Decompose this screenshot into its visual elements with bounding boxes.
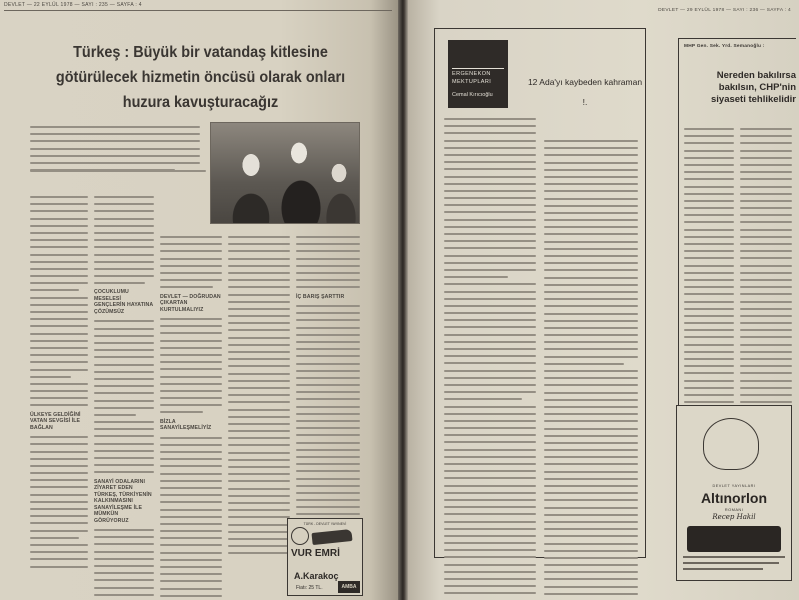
ad-distributor: AMBA [338, 581, 360, 593]
ad-altin-author: Recep Hakil [712, 513, 756, 521]
subhead-1: ÇOCUKLUMU MESELESİ GENÇLERİN HAYATINA ÇÖZÜMSÜZ [94, 289, 154, 315]
book-ad-vur-emri [287, 518, 363, 596]
side-article-headline: Nereden bakılırsa bakılsın, CHP'nin siyaseti tehlikelidir [710, 70, 796, 105]
column-author: Cemal Kırıcıoğlu [452, 92, 493, 98]
ad-altin-caption: DEVLET YAYINLARI [712, 484, 756, 488]
subhead-9: ÜLKEYE GELDİĞİNİ VATAN SEVGİSİ İLE BAĞLAN [30, 411, 81, 431]
publisher-badge-icon [291, 527, 309, 545]
side-column-1 [684, 128, 734, 423]
emblem-icon [703, 418, 759, 470]
left-headline: Türkeş : Büyük bir vatandaş kitlesine götürülecek hizmetin öncüsü olarak onları huzura kavuşturacağız [55, 44, 346, 111]
left-page [0, 0, 398, 600]
article-column-5 [296, 236, 360, 535]
ad-book-title: VUR EMRİ [291, 548, 340, 559]
page-gutter [398, 0, 408, 600]
book-ad-altinorlon [676, 405, 792, 581]
article-column-3 [160, 236, 222, 600]
side-column-2 [740, 128, 792, 423]
ad-altin-sub: ROMANI [724, 507, 744, 512]
news-photo [210, 122, 360, 224]
article-column-4 [228, 236, 290, 559]
pistol-icon [311, 529, 352, 545]
subhead-4: İÇ BARIŞ ŞARTTIR [296, 293, 345, 300]
ad-book-author: A.Karakoç [294, 571, 339, 581]
right-column-2 [544, 140, 638, 600]
subhead-3: DEVLET — DOĞRUDAN ÇIKARTAN KURTULMALIYIZ [160, 293, 221, 313]
right-headline: 12 Ada'yı kaybeden kahraman !. [527, 77, 643, 107]
right-page [408, 0, 799, 600]
ad-publisher: TÜRK - DEVLET YAYINEVİ [303, 522, 347, 526]
column-series-title: ERGENEKON MEKTUPLARI [452, 71, 492, 85]
left-folio: DEVLET — 22 EYLÜL 1978 — SAYI : 235 — SAYFA : 4 [4, 2, 142, 8]
column-kicker [448, 40, 508, 108]
left-header-rule [4, 10, 392, 11]
ad-altin-banner [687, 526, 781, 552]
right-column-1 [444, 118, 536, 600]
subhead-5: BİZLA SANAYİLEŞMELİYİZ [160, 418, 212, 432]
article-column-2 [94, 196, 154, 600]
article-column-1 [30, 196, 88, 573]
side-article-kicker: MHP Gen. Sek. Yrd. Semanoğlu : [684, 44, 765, 49]
ad-altin-brand: Altınorlon [700, 490, 768, 506]
ad-book-price: Fiatı: 25 TL. [296, 585, 323, 591]
lede-text [30, 126, 200, 176]
right-folio: DEVLET — 29 EYLÜL 1978 — SAYI : 236 — SAYFA : 4 [658, 8, 791, 13]
subhead-8: SANAYİ ODALARINI ZİYARET EDEN TÜRKEŞ, TÜRKİYENİN KALKINMASINI SANAYİLEŞME İLE MÜMKÜN GÖRÜYORUZ [94, 478, 152, 524]
